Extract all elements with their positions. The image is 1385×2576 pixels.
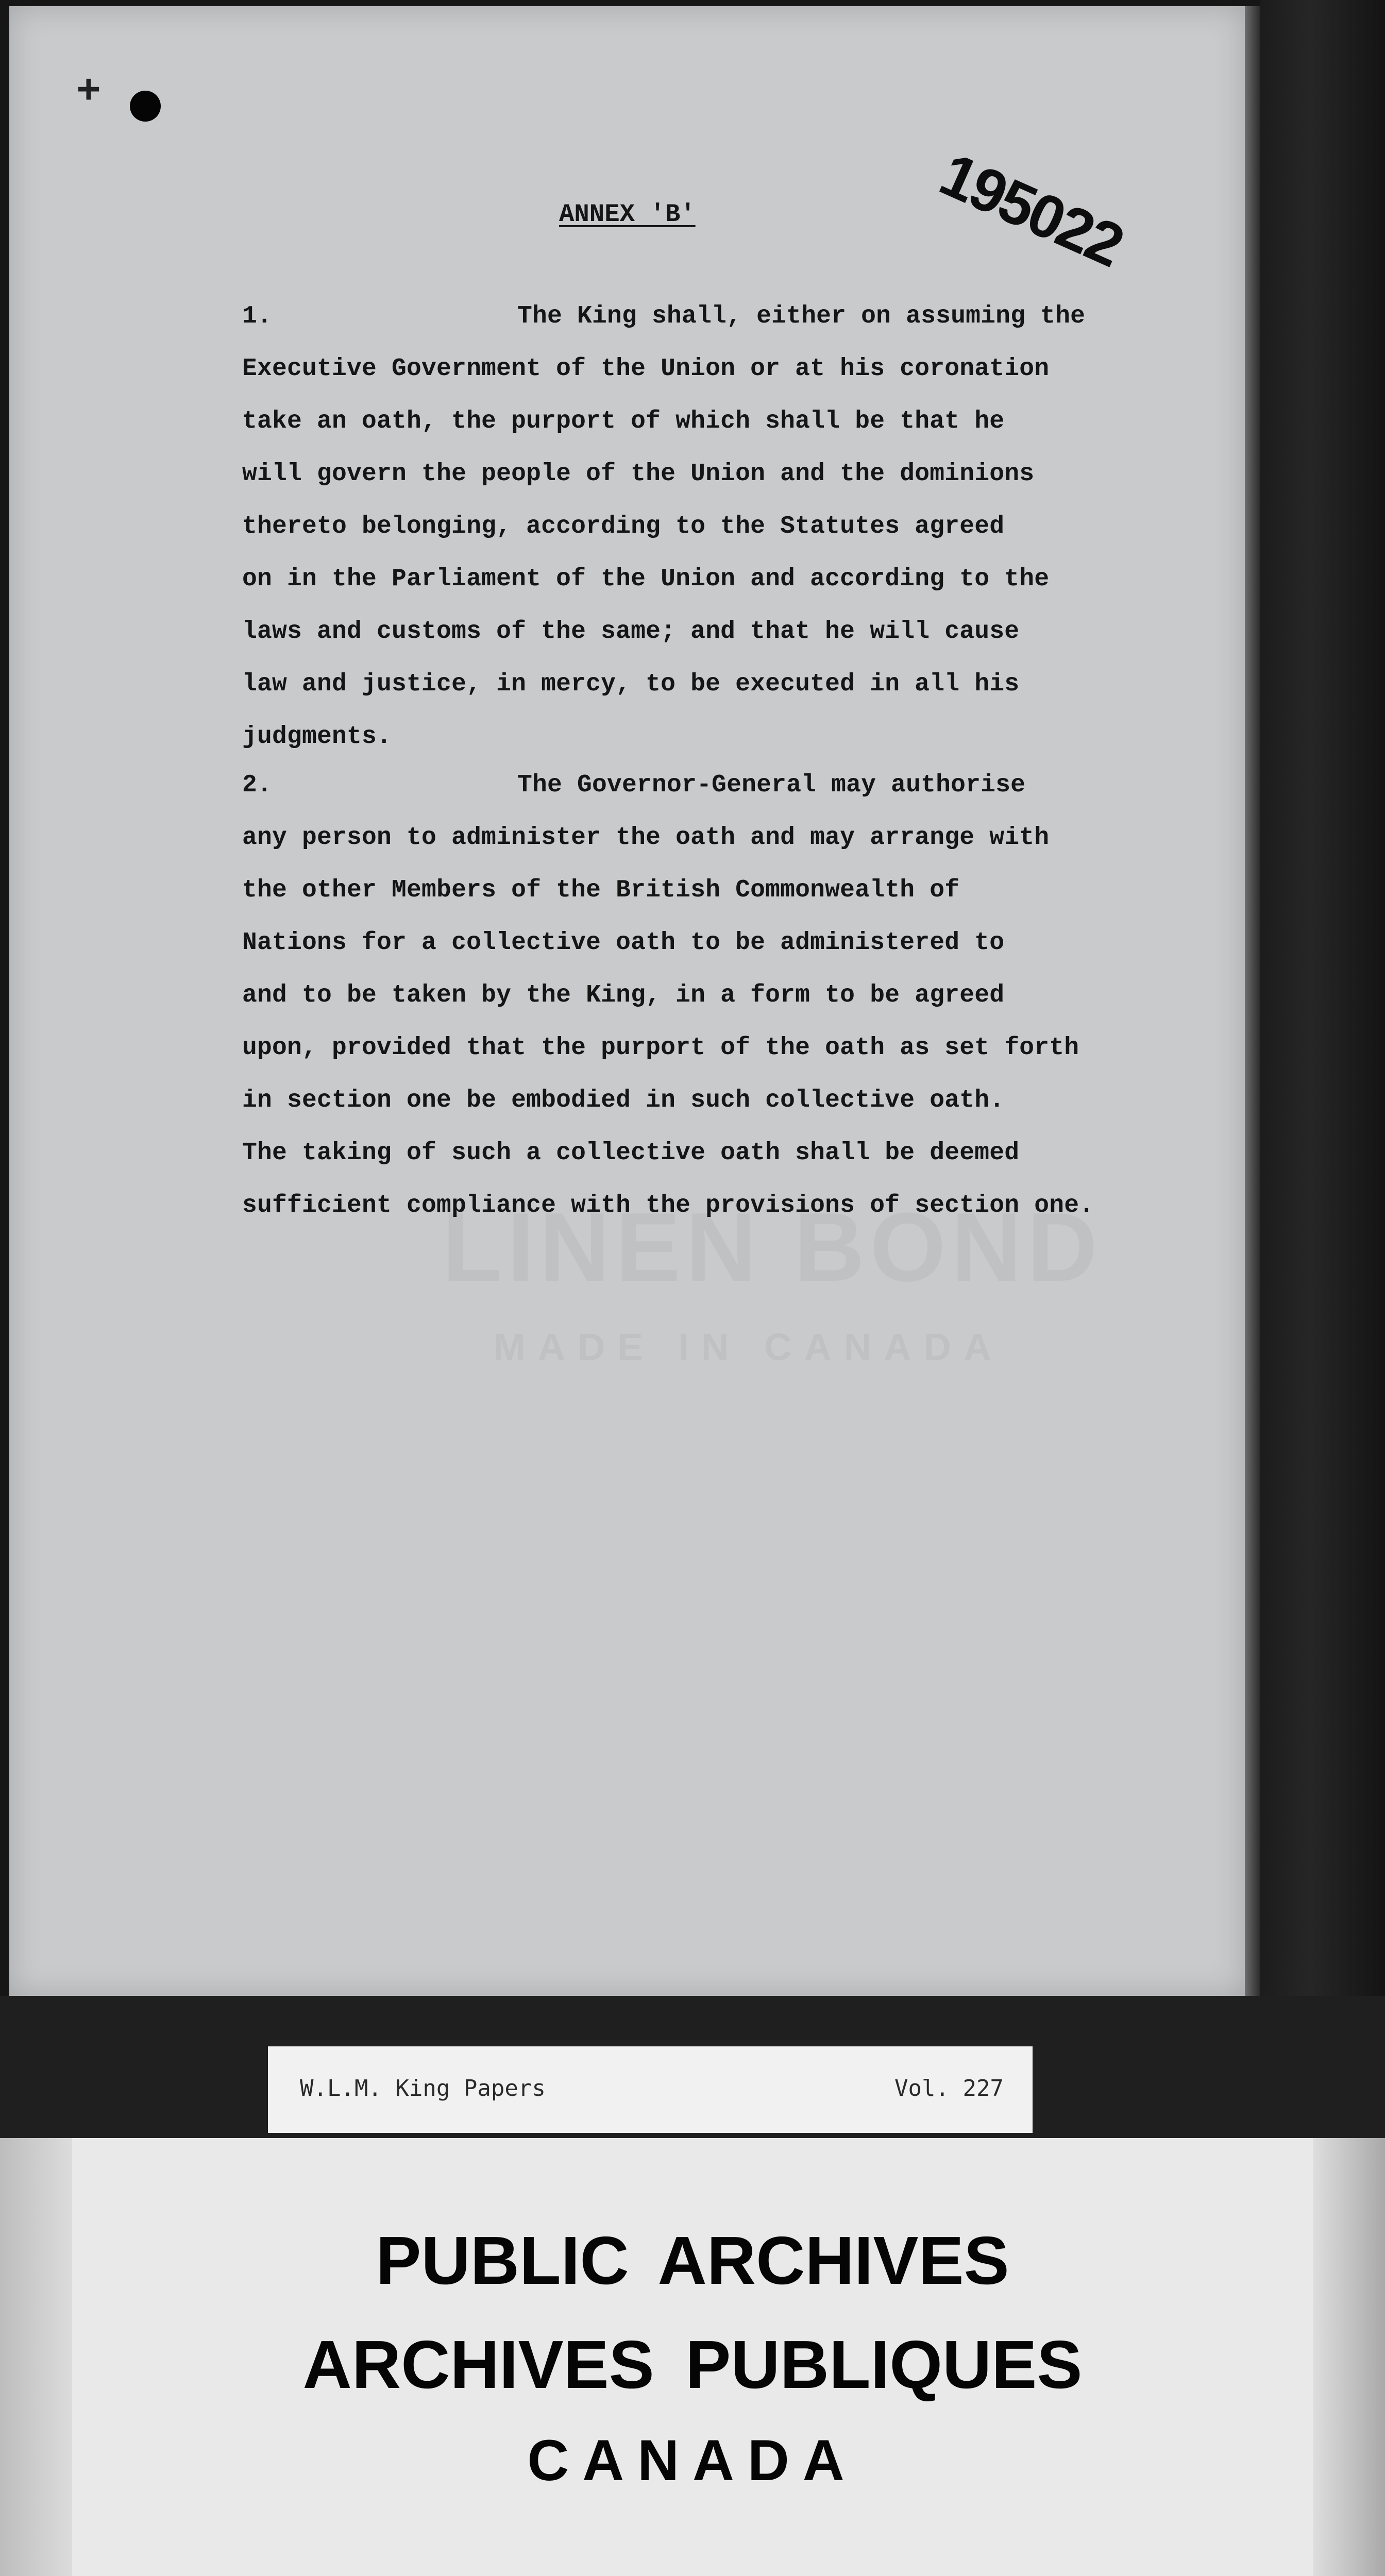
archives-title-french: ARCHIVES PUBLIQUES xyxy=(302,2327,1083,2402)
paragraph-1-line: on in the Parliament of the Union and according to the xyxy=(242,565,1050,593)
paragraph-2-line: The Governor-General may authorise xyxy=(517,771,1026,799)
paragraph-1-number: 1. xyxy=(242,302,272,330)
margin-mark: + xyxy=(76,69,102,116)
collection-label xyxy=(268,2046,1033,2133)
paragraph-1-line: thereto belonging, according to the Statutes agreed xyxy=(242,513,1005,540)
paragraph-2-line: and to be taken by the King, in a form to be agreed xyxy=(242,981,1005,1009)
paragraph-2-number: 2. xyxy=(242,771,272,799)
watermark-origin xyxy=(494,1325,1004,1369)
paragraph-1-line: Executive Government of the Union or at his coronation xyxy=(242,355,1050,383)
volume-number: Vol. 227 xyxy=(894,2075,1004,2102)
paragraph-1-line: take an oath, the purport of which shall be that he xyxy=(242,408,1005,435)
right-dark-background xyxy=(1260,0,1385,2133)
paragraph-2-line: the other Members of the British Commonwealth of xyxy=(242,876,960,904)
archives-title-english: PUBLIC ARCHIVES xyxy=(376,2223,1009,2298)
paragraph-2-line: sufficient compliance with the provisions of section one. xyxy=(242,1192,1094,1219)
collection-name: W.L.M. King Papers xyxy=(300,2075,546,2102)
paragraph-1-line: law and justice, in mercy, to be executed in all his xyxy=(242,670,1020,698)
paragraph-1-line: judgments. xyxy=(242,723,392,751)
punch-hole xyxy=(130,91,161,122)
paragraph-1-line: will govern the people of the Union and the dominions xyxy=(242,460,1035,488)
paragraph-1-line: laws and customs of the same; and that he will cause xyxy=(242,618,1020,646)
annex-title: ANNEX 'B' xyxy=(559,200,696,229)
archives-country: CANADA xyxy=(527,2428,858,2493)
paragraph-1-line: The King shall, either on assuming the xyxy=(517,302,1086,330)
paragraph-2-line: any person to administer the oath and may arrange with xyxy=(242,824,1050,852)
document-stamp-number: 195022 xyxy=(930,140,1132,280)
paragraph-2-line: Nations for a collective oath to be administered to xyxy=(242,929,1005,957)
paragraph-2-line: The taking of such a collective oath shall be deemed xyxy=(242,1139,1020,1167)
paragraph-2-line: in section one be embodied in such collective oath. xyxy=(242,1087,1005,1114)
paragraph-2-line: upon, provided that the purport of the oath as set forth xyxy=(242,1034,1079,1062)
